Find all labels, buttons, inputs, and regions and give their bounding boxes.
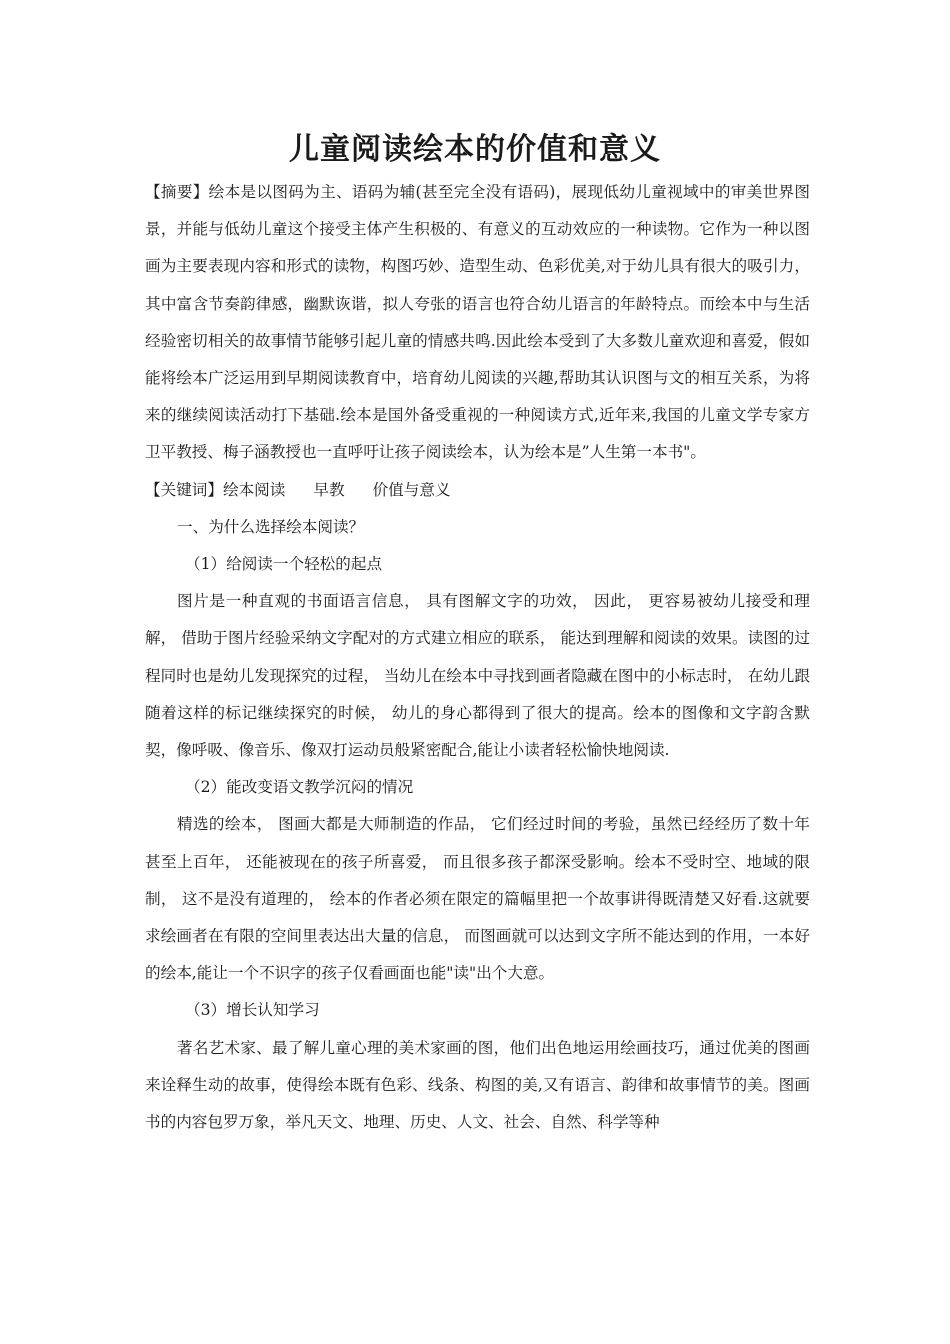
body-paragraph: 图片是一种直观的书面语言信息， 具有图解文字的功效， 因此， 更容易被幼儿接受和理解， 借助于图片经验采纳文字配对的方式建立相应的联系， 能达到理解和阅读的效果。读图的过程同时也是幼儿发现探究的过程， 当幼儿在绘本中寻找到画者隐藏在图中的小标志时， 在幼儿跟随着这样的标记继续探究的时候， 幼儿的身心都得到了很大的提高。绘本的图像和文字韵含默契，像呼吸、像音乐、像双打运动员般紧密配合,能让小读者轻松愉快地阅读. <box>145 592 810 760</box>
document-body <box>145 174 810 1141</box>
keyword-item: 绘本阅读 <box>222 480 286 499</box>
subsection-heading: （2）能改变语文教学沉闷的情况 <box>185 778 414 797</box>
abstract-paragraph: 【摘要】绘本是以图码为主、语码为辅(甚至完全没有语码)，展现低幼儿童视域中的审美世界图景，并能与低幼儿童这个接受主体产生积极的、有意义的互动效应的一种读物。它作为一种以图画为主要表现内容和形式的读物，构图巧妙、造型生动、色彩优美,对于幼儿具有很大的吸引力，其中富含节奏韵律感，幽默诙谐，拟人夸张的语言也符合幼儿语言的年龄特点。而绘本中与生活经验密切相关的故事情节能够引起儿童的情感共鸣.因此绘本受到了大多数儿童欢迎和喜爱，假如能将绘本广泛运用到早期阅读教育中，培育幼儿阅读的兴趣,帮助其认识图与文的相互关系，为将来的继续阅读活动打下基础.绘本是国外备受重视的一种阅读方式,近年来,我国的儿童文学专家方卫平教授、梅子涵教授也一直呼吁让孩子阅读绘本，认为绘本是”人生第一本书"。 <box>145 183 810 462</box>
keywords-label: 【关键词】 <box>145 480 223 499</box>
subsection-heading: （3）增长认知学习 <box>185 1001 320 1020</box>
body-paragraph: 著名艺术家、最了解儿童心理的美术家画的图，他们出色地运用绘画技巧，通过优美的图画来诠释生动的故事，使得绘本既有色彩、线条、构图的美,又有语言、韵律和故事情节的美。图画书的内容包罗万象，举凡天文、地理、历史、人文、社会、自然、科学等种 <box>145 1038 810 1132</box>
document-title: 儿童阅读绘本的价值和意义 <box>289 132 661 167</box>
section-heading: 一、为什么选择绘本阅读？ <box>177 517 365 536</box>
keyword-item: 早教 <box>313 480 345 499</box>
keywords-line <box>145 472 810 509</box>
keyword-item: 价值与意义 <box>372 480 451 499</box>
body-paragraph: 精选的绘本， 图画大都是大师制造的作品， 它们经过时间的考验，虽然已经经历了数十年甚至上百年， 还能被现在的孩子所喜爱， 而且很多孩子都深受影响。绘本不受时空、地域的限制， 这不是没有道理的， 绘本的作者必须在限定的篇幅里把一个故事讲得既清楚又好看.这就要求绘画者在有限的空间里表达出大量的信息， 而图画就可以达到文字所不能达到的作用，一本好的绘本,能让一个不识字的孩子仅看画面也能"读"出个大意。 <box>145 815 810 983</box>
subsection-heading: （1）给阅读一个轻松的起点 <box>185 555 383 574</box>
